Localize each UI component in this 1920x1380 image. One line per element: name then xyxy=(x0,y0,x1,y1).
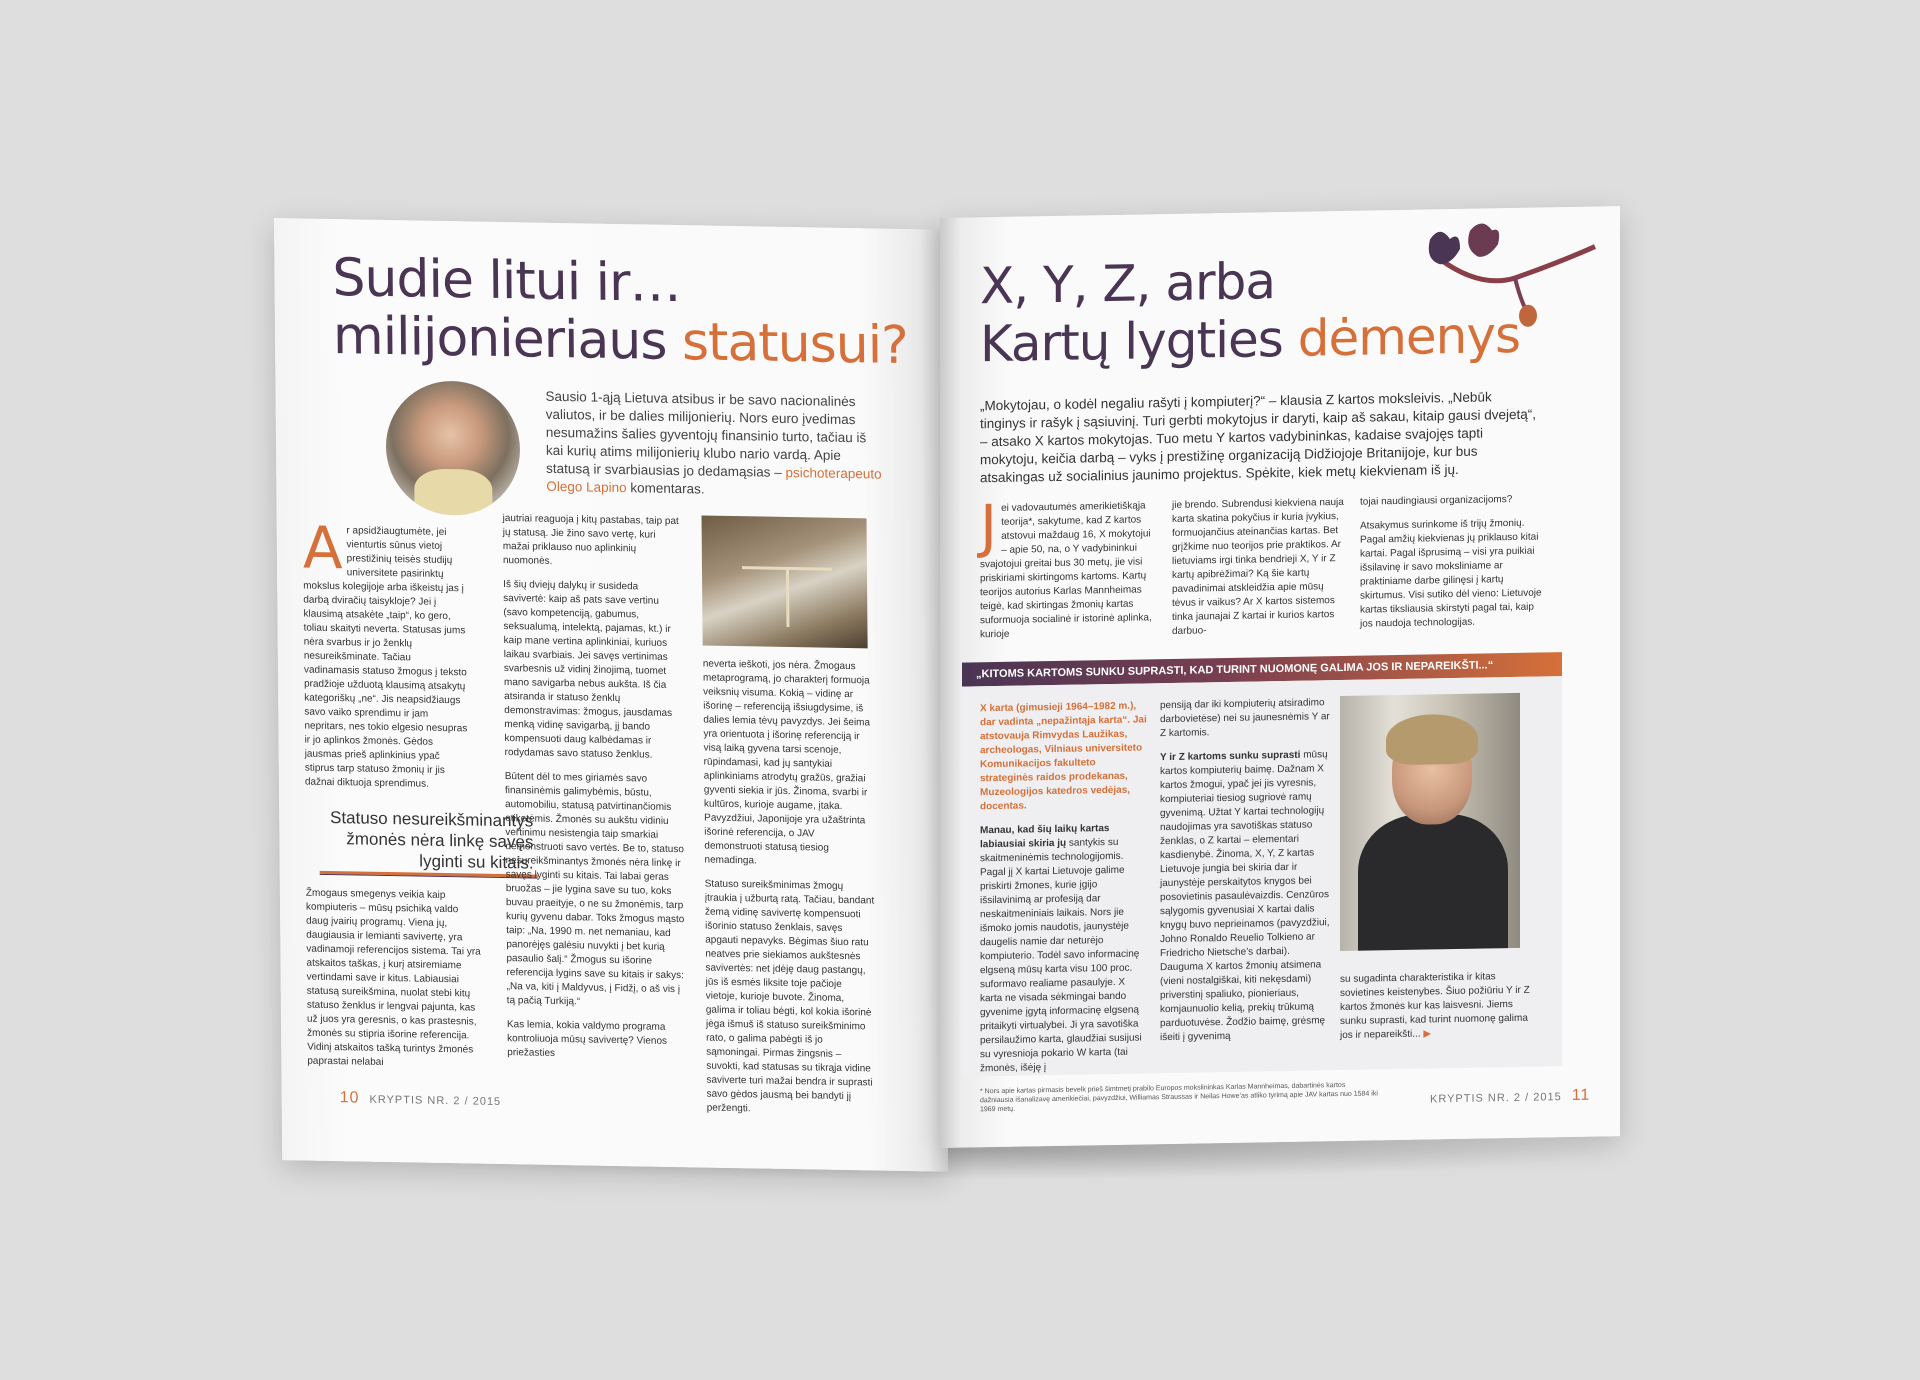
left-column-1 xyxy=(302,513,470,793)
right-page-title xyxy=(980,248,1520,373)
author-portrait-photo xyxy=(385,380,520,516)
left-title-accent: statusui? xyxy=(681,312,908,377)
right-column-2: jie brendo. Subrendusi kiekviena nauja karta skatina pokyčius ir kuria įvykius, formuojančius ateinančias kartas. Bet grįžkime nuo teorijos prie praktikos. Ar lietuviams irgi tinka bendriejі X, Y ir Z kartų apibrėžimai? Ką šie kartų pavadinimai atskleidžia apie mūsų tėvus ir vaikus? Ar X kartos sistemos tinka jaunajai Z kartai ir kurios kartos darbuo- xyxy=(1172,496,1344,637)
right-col3-paragraph-2: Atsakymus surinkome iš trijų žmonių. Pagal amžių kiekvienas jų priklauso kitai kartai. Pagal išprusimą – visi yra puikiai išsilavinę ir savo moksliniame ar praktiniame darbe gilinęsi į kartų skirtumus. Visi sutiko dėl vieno: Lietuvoje kartas tiksliausia skirstyti pagal tai, kaip jos naudoja technologijas. xyxy=(1360,517,1542,630)
footnote: * Nors apie kartas pirmasis bevelk prieš šimtmetį prabilo Europos mokslininkas Karlas Mannheimas, dabartinės kartos dažniausia išanalizavę amerikiečiai, pavyzdžiui, Williamas Straussas ir Neilas Howe’as atliko tyrimą apie JAV kartas nuo 1584 iki 1969 metų. xyxy=(980,1081,1378,1114)
left-page-number: 10 xyxy=(339,1089,360,1107)
lead-highlight: psichoterapeuto Olego Lapino xyxy=(546,464,882,496)
col3-paragraph-2: Statuso sureikšminimas žmogų įtraukia į užburtą ratą. Tačiau, bandant žemą vidinę savivertę kompensuoti išorinio statuso ženklais, savęs apgauti nepavyks. Bėgimas šiuo ratu neatves prie siekiamos aukštesnės savivertės: net įdėję daug pastangų, jūs iš esmės liksite toje pačioje vietoje, kurioje buvote. Žinoma, galima ir toliau bėgti, kol kokia išorinė jėga išmuš iš statuso sureikšminimo rato, o galima pabėgti iš jo sąmoningai. Pirmas žingsnis – suvokti, kad statusas su tikrąja vidine saviverte turi mažai bendra ir suprasti savo gėdos jausmą bei bandyti jį peržengti. xyxy=(704,878,875,1115)
left-title-line2: milijonieriaus statusui? xyxy=(332,306,908,377)
col1-paragraph-2: Žmogaus smegenys veikia kaip kompiuteris – mūsų psichiką valdo daug įvairių programų. Viena jų, daugiausia ir lemianti savivertę, yra vadinamoji referencijos sistema. Tai yra atskaitos taškas, į kurį atsiremiame vertindami save ir kitus. Labiausiai statusą sureikšmina, nuolat stebi kitų statuso ženklus ir lengvai pajunta, kas už juos yra geresnis, o kas prastesnis, žmonės su stipria išorine referencija. Vidinį atskaitos tašką turintys žmonės paprastai nelabai xyxy=(305,887,481,1068)
left-page xyxy=(274,218,948,1172)
right-title-line1: X, Y, Z, arba xyxy=(980,252,1275,316)
left-folio-text: KRYPTIS NR. 2 / 2015 xyxy=(369,1093,502,1109)
col2-paragraph-4: Kas lemia, kokia valdymo programa kontroliuoja mūsų savivertę? Vienos priežasties xyxy=(506,1019,668,1059)
panel-col2-paragraph-1: pensiją dar iki kompiuterių atsiradimo darbovietėse) nei su jaunesnėmis Y ar Z kartomis. xyxy=(1160,697,1330,740)
right-page xyxy=(940,206,1620,1148)
panel-column-2 xyxy=(1160,696,1330,1045)
col3-paragraph-1: neverta ieškoti, jos nėra. Žmogaus metaprogramą, jo charakterį formuoja veiksnių visuma. Kokią – vidinę ar išorinę – referenciją išsiugdysime, iš dalies lemia tėvų pavyzdys. Jei šeima yra orientuota į išorinę referenciją ir visą laiką gyvena tarsi scenoje, rūpindamasi, kad jų santykiai aplinkiniams atrodytų gražūs, gražiai gyventi siekia ir jūs. Žinoma, svarbi ir kultūros, kurioje augame, įtaka. Pavyzdžiui, Japonijoje yra užaštrinta išorinė referencija, o JAV demonstruoti statusą tiesiog nemadinga. xyxy=(702,658,871,867)
left-folio xyxy=(340,1089,502,1110)
dropcap-j: J xyxy=(980,492,998,561)
col1-paragraph-1: r apsidžiaugtumėte, jei vienturtis sūnus vietoj prestižinių teisės studijų universitete pasirinktų mokslus kolegijoje arba iškeistų jas į darbą dviračių taisykloje? Jei į klausimą atsakėte „taip“, ko gero, toliau skaityti neverta. Statusas jums nėra svarbus ir jo ženklų nesureikšminate. Tačiau vadinamasis statuso žmogus į teksto pradžioje užduotą klausimą atsakytų kategoriškų „ne“. Jis neapsidžiaugs savo vaiko sprendimu ir jam nepritars, nes tokio elgesio nesupras ir jo aplinkos žmonės. Gėdos jausmas prieš aplinkinius ypač stiprus tarp statuso žmonių ir jis dažnai diktuoja sprendimus. xyxy=(303,525,468,790)
col2-paragraph-3: Būtent dėl to mes giriamės savo finansinėmis galimybėmis, būstu, automobiliu, statusą patvirtinančiomis etiketėmis. Žmonės su aukštu vidiniu vertinimu nesistengia taip smarkiai demonstruoti savo vertės. Be to, statuso nesureikšminantys žmonės nėra linkę ir savęs lyginti su kitais. Tai labai geras bruožas – jie lygina save su tuo, koks buvau praeityje, o ne su žmonėmis, tarp kurių gyvenu dabar. Toks žmogus mąsto taip: „Na, 1990 m. net nemaniau, kad panorėjęs galėsiu nuvykti į bet kurią pasaulio šalį.“ Žmogus su išorine referencija lygins save su kitais ir sakys: „Na va, kiti į Maldyvus, į Fidžį, o aš vis į tą pačią Turkiją.“ xyxy=(504,771,685,1008)
left-page-title xyxy=(332,249,908,375)
panel-col3-text: su sugadinta charakteristika ir kitas sovietines keistenybes. Šiuo požiūriu Y ir Z kartos žmonės kur kas laisvesni. Jiems sunku suprasti, kad turint nuomonę galima jos ir nepareikšti... xyxy=(1340,971,1530,1042)
col2-paragraph-2: Iš šių dviejų dalykų ir susideda savivertė: kaip aš pats save vertinu (savo kompetenciją, gabumus, seksualumą, intelektą, pajamas, kt.) ir kaip mane vertina aplinkiniai, kuriuos laikau svarbiais. Jei savęs vertinimas svarbesnis už vidinį žinojimą, tuomet mano savigarba nebus aukšta. Iš čia atsiranda ir statuso ženklų demonstravimas: žmogus, jausdamas menką vidinę savigarbą, jį bando kompensuoti daug kalbėdamas ir rodydamas savo statuso ženklus. xyxy=(503,579,673,761)
interviewee-intro: X karta (gimusieji 1964–1982 m.), dar vadinta „nepažintąja karta“. Jai atstovauja Rimvydas Laužikas, archeologas, Vilniaus universiteto Komunikacijos fakulteto strateginės raidos prodekanas, Muzeologijos katedros vedėjas, docentas. xyxy=(980,700,1147,813)
left-title-line1: Sudie litui ir… xyxy=(332,248,681,315)
right-title-line2: Kartų lygties dėmenys xyxy=(980,305,1521,374)
right-lead-paragraph: „Mokytojau, o kodėl negaliu rašyti į kompiuterį?“ – klausia Z kartos moksleivis. „Nebūk tinginys ir rašyk į sąsiuvinį. Turi gerbti mokytojus ir daryti, kaip aš sakau, kitaip gausi dvejetą“, – atsako X kartos mokytojas. Tuo metu Y kartos vadybininkas, kadaise svajojęs tapti mokytoju, keičia darbą – vyks į prestižinę organizaciją Didžiojoje Britanijoje, kur bus atsakingas už socialinius jaunimo projektus. Spėkite, kiek metų kiekvienam iš jų. xyxy=(980,389,1536,486)
right-column-1 xyxy=(980,492,1155,642)
interviewee-photo xyxy=(1340,693,1520,951)
panel-col2-paragraph-2: Y ir Z kartoms sunku suprasti mūsų kartos kompiuterių baimę. Dažnam X kartos žmogui, ypač jei jis vyresnis, kompiuteriai tiesiog sugriovė ramų gyvenimą. Užtat Y kartai technologijų naudojimas yra savotiškas statuso ženklas, o Z kartai – elementari kasdienybė. Žinoma, X, Y, Z kartas Lietuvoje jungia bei skiria dar ir jaunystėje perskaitytos knygos bei posovietinis pasaulėvaizdis. Cenzūros sąlygomis gyvenusiai X kartai dalis knygų buvo neprieinamos (pavyzdžiui, Johno Ronaldo Reuelio Tolkieno ar Friedricho Nietsche’s darbai). Dauguma X kartos žmonių atsimena (vieni nostalgiškai, kiti nekęsdami) priverstinį spaliuko, pionieriaus, komjaunuolio kelią, prekių trūkumą parduotuvėse. Žodžio baimę, grėsmę išeiti į gyvenimą xyxy=(1160,749,1330,1044)
right-col3-paragraph-1: tojai naudingiausi organizacijoms? xyxy=(1360,494,1513,508)
left-column-3 xyxy=(703,658,877,1119)
continue-arrow-icon: ▶ xyxy=(1423,1028,1432,1040)
pull-quote: Statuso nesureikšminantys žmonės nėra linkę savęs lyginti su kitais. xyxy=(329,807,534,873)
right-column-3 xyxy=(1360,492,1545,631)
scales-of-justice-photo xyxy=(702,515,868,648)
panel-column-1 xyxy=(980,699,1150,1076)
quote-banner: „KITOMS KARTOMS SUNKU SUPRASTI, KAD TURINT NUOMONĘ GALIMA JOS IR NEPAREIKŠTI...“ xyxy=(962,652,1562,686)
left-lead-paragraph: Sausio 1-ąją Lietuva atsibus ir be savo nacionalinės valiutos, ir be dalies milijonierių. Nors euro įvedimas nesumažins šalies gyventojų finansinio turto, tačiau iš kai kurių atims milijonierių klubo nario vardą. Apie statusą ir svarbiausias jo dedamąsias – psichoterapeuto Olego Lapino komentaras. xyxy=(545,388,882,497)
panel-col1-paragraph: Manau, kad šių laikų kartas labiausiai skiria jų santykis su skaitmeninėmis technologijomis. Pagal jį X kartai Lietuvoje galime priskirti žmones, kurie įgijo išsilavinimą ar profesiją dar neskaitmeniniais laikais. Nors jie išmoko jomis naudotis, jaunystėje daugelis namie dar neturėjo kompiuterio. Todėl savo informacinę elgseną mūsų karta visu 100 proc. suformavo realiame pasaulyje. X karta ne visada sėkmingai bando gyvenime įgytą informacinę elgseną pritaikyti virtualybei. Ji yra savotiška persilaužimo karta, glaudžiai susijusi su vyresnioja pokario W karta (tai žmonės, išėję į xyxy=(980,823,1142,1075)
right-col1-text: ei vadovautumės amerikietiškąja teorija*, sakytume, kad Z kartos atstovui maždaug 16, X mokytojui – apie 50, na, o Y vadybininkui svajotojui greitai bus 30 metų, jie visi priskiriami skirtingoms kartoms. Kartų teorijos autorius Karlas Mannheimas teigė, kad skirtingas žmonių kartas suformuoja socialinė ir istorinė aplinka, kurioje xyxy=(980,500,1152,641)
right-folio-text: KRYPTIS NR. 2 / 2015 xyxy=(1430,1091,1562,1106)
panel-column-3 xyxy=(1340,970,1530,1043)
left-column-2 xyxy=(503,512,688,1063)
dropcap-a: A xyxy=(302,513,343,583)
right-title-accent: dėmenys xyxy=(1297,305,1521,368)
right-page-number: 11 xyxy=(1571,1086,1591,1104)
col2-paragraph-1: jautriai reaguoja į kitų pastabas, taip pat jų statusą. Jie žino savo vertę, kuri mažai priklauso nuo aplinkinių nuomonės. xyxy=(502,513,679,567)
right-folio xyxy=(1430,1087,1590,1108)
